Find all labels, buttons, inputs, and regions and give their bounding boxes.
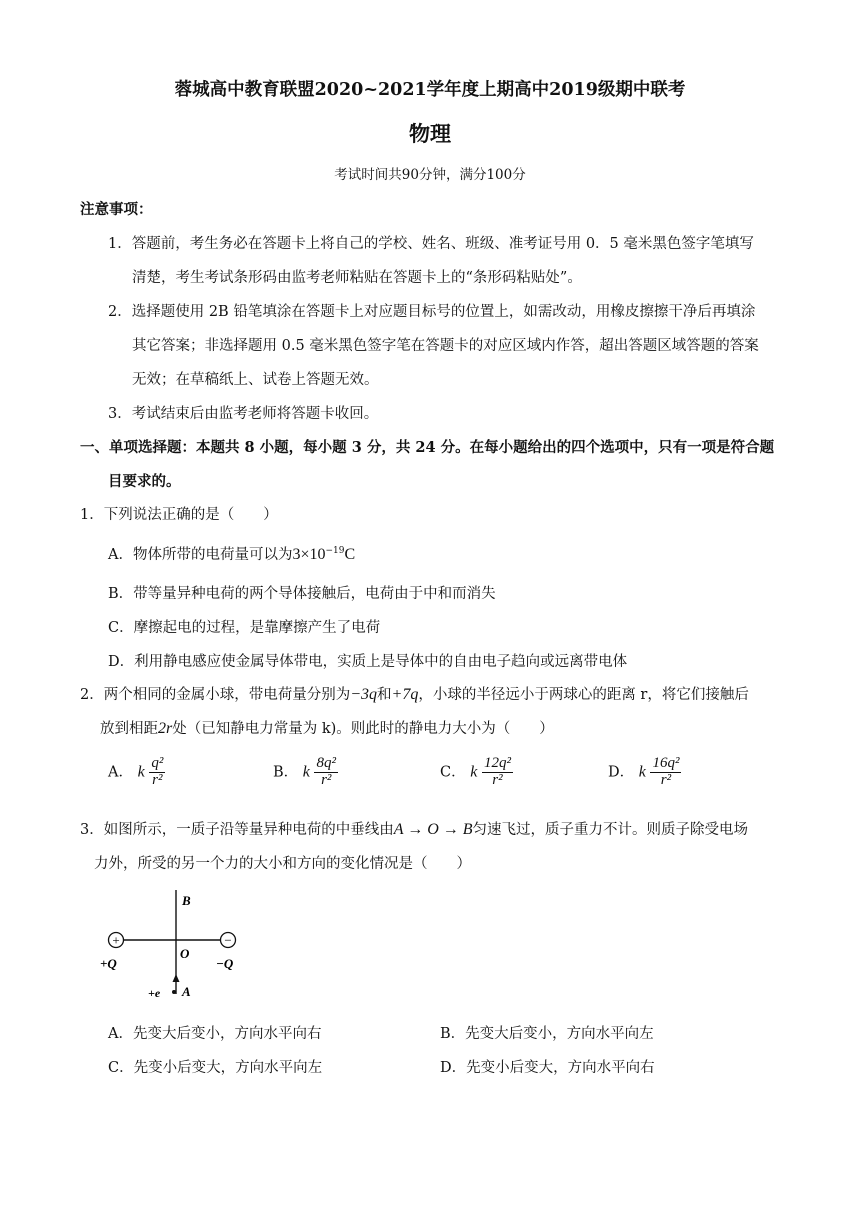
q2-option-d: [608, 756, 681, 789]
positive-charge-sign: +: [112, 932, 120, 948]
notice-item-2-line-3: 无效；在草稿纸上、试卷上答题无效。: [132, 372, 379, 388]
proton-label: +e: [148, 986, 161, 1000]
q2-option-b: [273, 756, 338, 789]
q1-option-a-text: A．物体所带的电荷量可以为: [108, 547, 293, 563]
q2-option-a-numerator: q²: [151, 755, 164, 771]
q2-stem-line-2: [100, 717, 554, 738]
q2-stem-text-3: ，小球的半径远小于两球心的距离 r，将它们接触后: [418, 687, 749, 703]
q2-option-d-k: k: [638, 763, 646, 781]
q3-option-d: D．先变小后变大，方向水平向右: [440, 1060, 655, 1076]
q3-option-b: B．先变大后变小，方向水平向左: [440, 1026, 654, 1042]
exam-title: 蓉城高中教育联盟2020~2021学年度上期高中2019级期中联考: [174, 80, 686, 100]
q2-option-c-label: C．: [440, 764, 466, 781]
q3-stem-line-1: [80, 818, 748, 839]
q1-stem: 1．下列说法正确的是（ ）: [80, 507, 278, 523]
q2-option-d-fraction: [650, 756, 681, 789]
exam-info: 考试时间共90分钟，满分100分: [334, 167, 526, 183]
q2-option-d-label: D．: [608, 764, 635, 781]
q2-stem-text-4: 放到相距: [100, 721, 158, 737]
q2-option-c-numerator: 12q²: [483, 755, 511, 771]
q2-option-a: [108, 756, 165, 789]
notice-item-2-line-2: 其它答案；非选择题用 0.5 毫米黑色签字笔在答题卡的对应区域内作答，超出答题区域答题的答案: [132, 338, 759, 354]
q2-option-a-denominator: r²: [152, 771, 163, 788]
q1-option-a-exponent: −19: [325, 546, 345, 557]
q2-stem-text-2: 和: [377, 687, 392, 703]
q2-option-c: [440, 756, 513, 789]
q2-charge-2: +7q: [391, 686, 419, 703]
q1-option-a-unit: C: [344, 546, 356, 563]
q2-distance: 2r: [158, 720, 173, 737]
q1-option-a: [108, 543, 355, 564]
q3-path: A → O → B: [393, 821, 473, 838]
negative-charge-sign: −: [224, 932, 232, 948]
q3-stem-text-2: 匀速飞过，质子重力不计。则质子除受电场: [472, 822, 749, 838]
section-1-heading-line-1: 一、单项选择题：本题共 8 小题，每小题 3 分，共 24 分。在每小题给出的四个选项中，只有一项是符合题: [80, 439, 775, 456]
positive-charge-label: +Q: [100, 956, 117, 971]
notice-item-1-line-2: 清楚，考生考试条形码由监考老师粘贴在答题卡上的“条形码粘贴处”。: [132, 270, 582, 286]
q2-option-d-numerator: 16q²: [652, 755, 680, 771]
point-a-label: A: [182, 984, 191, 999]
q2-stem-line-1: [80, 683, 749, 704]
subject-title: 物理: [409, 121, 451, 146]
q1-option-b: B．带等量异种电荷的两个导体接触后，电荷由于中和而消失: [108, 586, 496, 602]
q3-option-c: C．先变小后变大，方向水平向左: [108, 1060, 323, 1076]
q2-charge-1: −3q: [350, 686, 378, 703]
negative-charge-label: −Q: [216, 956, 234, 971]
q2-option-b-denominator: r²: [321, 771, 332, 788]
q3-stem-text-1: 3．如图所示，一质子沿等量异种电荷的中垂线由: [80, 822, 394, 838]
q2-option-a-label: A．: [108, 764, 133, 781]
q2-option-c-denominator: r²: [492, 771, 503, 788]
notice-item-2-line-1: 2．选择题使用 2B 铅笔填涂在答题卡上对应题目标号的位置上，如需改动，用橡皮擦擦干净后再填涂: [108, 304, 756, 320]
q2-option-c-k: k: [470, 763, 478, 781]
q2-option-c-fraction: [482, 756, 513, 789]
q2-option-b-fraction: [314, 756, 338, 789]
q3-stem-line-2: 力外，所受的另一个力的大小和方向的变化情况是（ ）: [94, 856, 471, 872]
q3-figure: [96, 882, 266, 1006]
q2-stem-text-1: 2．两个相同的金属小球，带电荷量分别为: [80, 687, 351, 703]
notice-item-1-line-1: 1．答题前，考生务必在答题卡上将自己的学校、姓名、班级、准考证号用 0．5 毫米黑色签字笔填写: [108, 236, 754, 252]
q2-option-a-fraction: [149, 756, 165, 789]
arrow-up-icon: [173, 974, 180, 982]
proton-dot: [172, 990, 176, 994]
section-1-heading-line-2: 目要求的。: [108, 473, 181, 490]
q1-option-a-value: 3×10: [292, 546, 326, 563]
q1-option-c: C．摩擦起电的过程，是靠摩擦产生了电荷: [108, 620, 381, 636]
point-o-label: O: [180, 946, 190, 961]
q1-option-d: D．利用静电感应使金属导体带电，实质上是导体中的自由电子趋向或远离带电体: [108, 654, 628, 670]
q2-option-d-denominator: r²: [660, 771, 672, 788]
q2-option-b-k: k: [302, 763, 310, 781]
q3-option-a: A．先变大后变小，方向水平向右: [108, 1026, 322, 1042]
q2-stem-text-5: 处（已知静电力常量为 k)。则此时的静电力大小为（ ）: [172, 721, 554, 737]
notice-heading: 注意事项：: [80, 201, 153, 218]
q2-option-a-k: k: [137, 763, 145, 781]
point-b-label: B: [182, 893, 191, 908]
q2-option-b-numerator: 8q²: [316, 755, 336, 771]
notice-item-3: 3．考试结束后由监考老师将答题卡收回。: [108, 406, 379, 422]
q2-option-b-label: B．: [273, 764, 299, 781]
